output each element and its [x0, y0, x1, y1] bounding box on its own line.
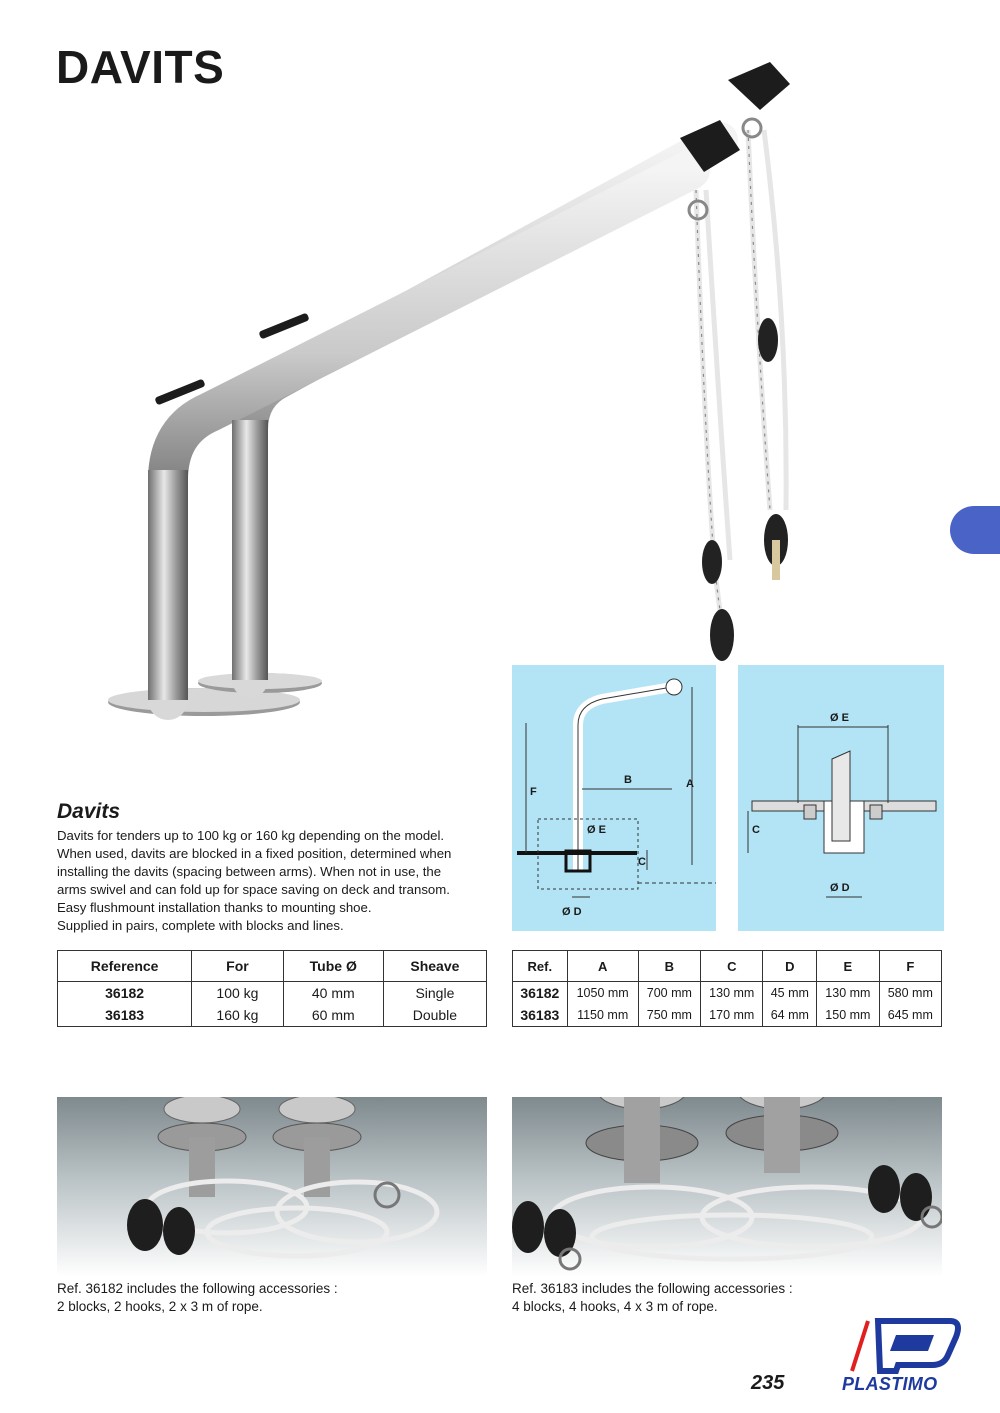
table-row [58, 1004, 487, 1027]
page-number: 235 [751, 1372, 785, 1394]
table-cell: 160 kg [192, 1004, 284, 1027]
table-cell: 64 mm [763, 1004, 817, 1027]
table-cell: 36182 [513, 982, 568, 1005]
dim-label-d: Ø D [562, 906, 582, 918]
table-header-row [58, 951, 487, 982]
table-cell: 580 mm [879, 982, 941, 1005]
description-line: Davits for tenders up to 100 kg or 160 kg depending on the model. [57, 828, 445, 843]
table-cell: 170 mm [701, 1004, 763, 1027]
description-line: installing the davits (spacing between arms). When not in use, the [57, 864, 442, 879]
dimensions-table [512, 950, 942, 1027]
table-cell: 36183 [513, 1004, 568, 1027]
caption-line: Ref. 36182 includes the following accessories : [57, 1281, 338, 1296]
accessories-photo-36183 [512, 1097, 942, 1277]
table-cell: 45 mm [763, 982, 817, 1005]
table-cell: 1150 mm [567, 1004, 638, 1027]
table-cell: 130 mm [701, 982, 763, 1005]
column-header: C [701, 951, 763, 982]
table-cell: 36182 [105, 985, 145, 1001]
column-header: Tube Ø [283, 951, 383, 982]
description-line: Supplied in pairs, complete with blocks and lines. [57, 918, 344, 933]
table-cell: Double [383, 1004, 486, 1027]
dim-label-e: Ø E [830, 712, 849, 724]
column-header: For [192, 951, 284, 982]
mounting-shoe-diagram [738, 665, 944, 931]
dim-label-e: Ø E [587, 824, 606, 836]
column-header: B [638, 951, 700, 982]
table-row [58, 982, 487, 1005]
dim-label-c: C [752, 824, 760, 836]
column-header: A [567, 951, 638, 982]
accessories-caption-36183 [512, 1280, 793, 1316]
davits-product-image [100, 40, 820, 740]
accessories-photo-36182 [57, 1097, 487, 1277]
table-cell: 645 mm [879, 1004, 941, 1027]
table-cell: 750 mm [638, 1004, 700, 1027]
column-header: E [817, 951, 879, 982]
accessories-caption-36182 [57, 1280, 338, 1316]
table-cell: 130 mm [817, 982, 879, 1005]
dim-label-b: B [624, 774, 632, 786]
description-line: Easy flushmount installation thanks to mounting shoe. [57, 900, 372, 915]
column-header: D [763, 951, 817, 982]
caption-line: Ref. 36183 includes the following accessories : [512, 1281, 793, 1296]
product-description [57, 827, 497, 935]
models-table [57, 950, 487, 1027]
caption-line: 4 blocks, 4 hooks, 4 x 3 m of rope. [512, 1299, 718, 1314]
dim-label-a: A [686, 778, 694, 790]
dim-label-d: Ø D [830, 882, 850, 894]
table-header-row [513, 951, 942, 982]
section-heading: Davits [57, 800, 121, 823]
table-cell: 100 kg [192, 982, 284, 1005]
davit-side-diagram [512, 665, 716, 931]
table-cell: 60 mm [283, 1004, 383, 1027]
table-cell: 150 mm [817, 1004, 879, 1027]
dim-label-c: C [638, 856, 646, 868]
description-line: arms swivel and can fold up for space saving on deck and transom. [57, 882, 450, 897]
brand-name: PLASTIMO [842, 1374, 938, 1394]
table-cell: Single [383, 982, 486, 1005]
table-cell: 40 mm [283, 982, 383, 1005]
section-tab [950, 506, 1000, 554]
caption-line: 2 blocks, 2 hooks, 2 x 3 m of rope. [57, 1299, 263, 1314]
column-header: Reference [58, 951, 192, 982]
description-line: When used, davits are blocked in a fixed position, determined when [57, 846, 452, 861]
page-title: DAVITS [56, 41, 225, 93]
dim-label-f: F [530, 786, 537, 798]
table-row [513, 1004, 942, 1027]
table-row [513, 982, 942, 1005]
table-cell: 1050 mm [567, 982, 638, 1005]
column-header: F [879, 951, 941, 982]
table-cell: 36183 [105, 1007, 145, 1023]
table-cell: 700 mm [638, 982, 700, 1005]
column-header: Ref. [513, 951, 568, 982]
column-header: Sheave [383, 951, 486, 982]
